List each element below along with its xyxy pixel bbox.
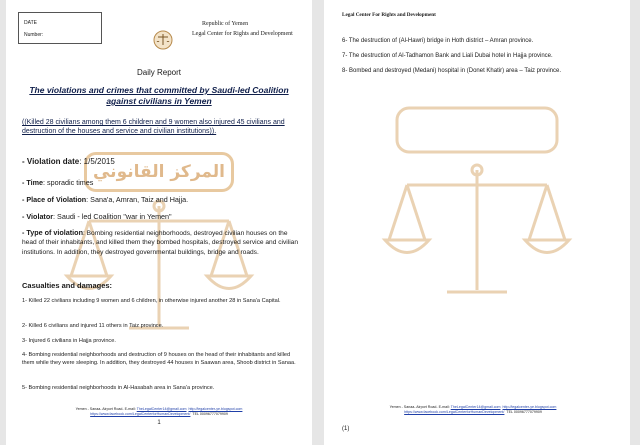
footer-facebook-link[interactable]: https://www.facebook.com/LegalCenterforHumanDevelopment/ — [404, 410, 505, 414]
damage-item: 7- The destruction of Al-Tadhamon Bank and Liali Dubai hotel in Hajja province. — [342, 53, 553, 59]
footer-tel: TEL 00096777079909 — [506, 410, 542, 414]
casualty-item: 2- Killed 6 civilians and injured 11 others in Taiz province. — [22, 323, 164, 329]
report-page-1 — [6, 0, 312, 445]
report-page-2 — [324, 0, 630, 445]
violation-date-value: : 1/5/2015 — [79, 157, 115, 166]
org-name: Legal Center for Rights and Development — [192, 31, 293, 37]
violation-date — [22, 157, 302, 167]
violator — [22, 212, 302, 222]
page-number: (1) — [342, 426, 350, 432]
casualty-item: 5- Bombing residential neighborhoods in Al-Hasabah area in Sana'a province. — [22, 385, 215, 391]
footer-blog-link[interactable]: http://legalcenter-ye.blogspot.com — [188, 407, 243, 411]
violation-place — [22, 195, 302, 205]
casualties-heading: Casualties and damages: — [22, 281, 113, 290]
type-value: : Bombing residential neighborhoods, destroyed civilian houses on the head of their inhabitants, and killed them they bombed hospitals, destroyed service and civilian institutions. In addition, they destroyed governmental buildings, bridge and roads. — [22, 230, 299, 256]
page-footer — [332, 405, 614, 415]
time-value: : sporadic times — [43, 178, 94, 187]
time-label: - Time — [22, 178, 44, 187]
date-number-box — [18, 12, 102, 44]
report-summary: ((Killed 28 civilians among them 6 children and 9 women also injured 45 civilians and destruction of the houses and service and civilian institutions)). — [22, 119, 285, 135]
casualty-item: 4- Bombing residential neighborhoods and destruction of 9 houses on the head of their inhabitants and killed them while they were sleeping. In addition, they destroyed 44 houses in Saawan area, Shoob district in Sanaa. — [22, 352, 296, 366]
casualty-item: 1- Killed 22 civilians including 9 women and 6 children, in otherwise injured another 28 in Sana'a Capital. — [22, 298, 281, 304]
country-name: Republic of Yemen — [202, 21, 249, 27]
violator-label: - Violator — [22, 212, 54, 221]
footer-facebook-link[interactable]: https://www.facebook.com/LegalCenterforHumanDevelopment/ — [90, 412, 191, 416]
date-label: DATE — [24, 20, 37, 26]
casualty-item: 3- Injured 6 civilians in Hajja province. — [22, 338, 116, 344]
violation-date-label: - Violation date — [22, 157, 80, 166]
place-label: - Place of Violation — [22, 195, 87, 204]
violation-type — [22, 228, 298, 257]
damage-item: 8- Bombed and destroyed (Medani) hospital in (Donet Khatir) area – Taiz province. — [342, 68, 562, 74]
watermark-badge: المركز القانوني — [84, 152, 234, 192]
page-number: 1 — [157, 420, 161, 426]
violation-time — [22, 178, 302, 188]
footer-blog-link[interactable]: http://legalcenter-ye.blogspot.com — [502, 405, 557, 409]
number-label: Number: — [24, 32, 44, 38]
footer-email-link[interactable]: TheLegalCenter14@gmail.com — [450, 405, 501, 409]
report-title: The violations and crimes that committed by Saudi-led Coalition against civilians in Yemen — [29, 85, 289, 106]
footer-address: Yemen - Sanaa- Airport Road- E-mail: — [389, 405, 451, 409]
footer-email-link[interactable]: TheLegalCenter14@gmail.com — [136, 407, 187, 411]
place-value: : Sana'a, Amran, Taiz and Hajja. — [86, 195, 189, 204]
page-footer — [18, 407, 300, 426]
page-header: Legal Center For Rights and Development — [342, 12, 436, 18]
footer-address: Yemen - Sanaa- Airport Road- E-mail: — [75, 407, 137, 411]
type-label: - Type of violation — [22, 228, 83, 237]
legal-center-logo-icon — [153, 30, 173, 50]
damage-item: 6- The destruction of (Al-Hawri) bridge in Hoth district – Amran province. — [342, 38, 534, 44]
violator-value: : Saudi - led Coalition "war in Yemen" — [53, 212, 172, 221]
daily-report-heading: Daily Report — [136, 68, 181, 77]
footer-tel: TEL 00096777079909 — [192, 412, 228, 416]
